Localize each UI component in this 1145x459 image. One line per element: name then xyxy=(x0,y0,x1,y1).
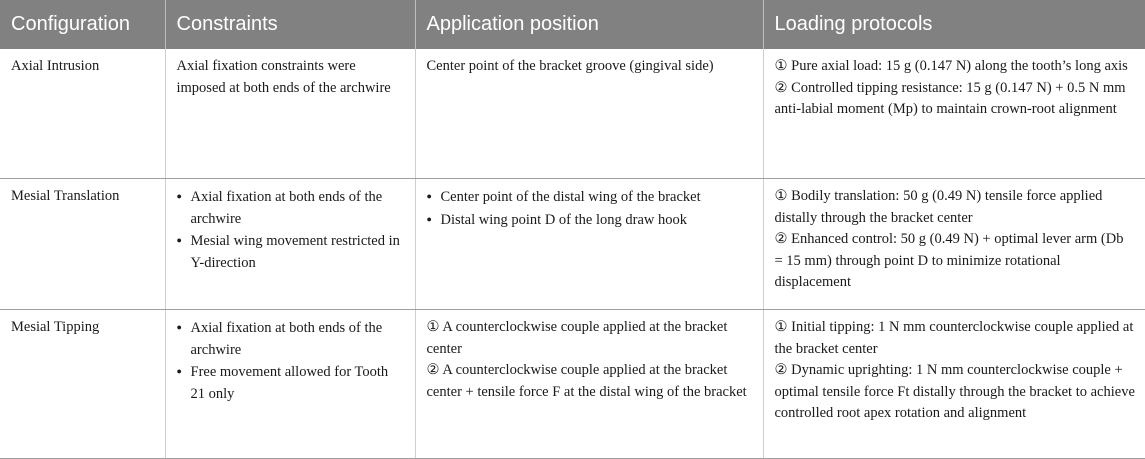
header-row xyxy=(0,0,1145,49)
configuration-cell: Axial Intrusion xyxy=(0,49,165,179)
protocol-item: ② Controlled tipping resistance: 15 g (0.147 N) + 0.5 N mm anti-labial moment (Mp) to maintain crown-root alignment xyxy=(774,79,1126,117)
constraints-cell: Axial fixation constraints were imposed at both ends of the archwire xyxy=(165,49,415,179)
protocol-item: ① Bodily translation: 50 g (0.49 N) tensile force applied distally through the bracket center xyxy=(774,188,1103,226)
configuration-cell: Mesial Tipping xyxy=(0,310,165,459)
application-position-cell xyxy=(415,179,763,310)
protocol-item: ① Pure axial load: 15 g (0.147 N) along the tooth’s long axis xyxy=(774,58,1128,74)
header-loading-protocols: Loading protocols xyxy=(763,0,1145,49)
table-row xyxy=(0,49,1145,179)
constraint-bullet-item: ● Free movement allowed for Tooth 21 only xyxy=(177,361,405,405)
table-row xyxy=(0,310,1145,459)
application-item: ② A counterclockwise couple applied at the bracket center + tensile force F at the distal wing of the bracket xyxy=(426,362,747,400)
configuration-cell: Mesial Translation xyxy=(0,179,165,310)
loading-protocols-cell xyxy=(763,179,1145,310)
table-body xyxy=(0,49,1145,459)
protocol-item: ② Enhanced control: 50 g (0.49 N) + optimal lever arm (Db = 15 mm) through point D to minimize rotational displacement xyxy=(774,231,1124,290)
application-position-cell xyxy=(415,310,763,459)
constraints-cell xyxy=(165,179,415,310)
table-row xyxy=(0,179,1145,310)
constraints-cell xyxy=(165,310,415,459)
loading-protocols-cell xyxy=(763,49,1145,179)
constraint-bullet-item: ● Mesial wing movement restricted in Y-direction xyxy=(177,230,405,274)
header-application-position: Application position xyxy=(415,0,763,49)
table-header xyxy=(0,0,1145,49)
header-configuration: Configuration xyxy=(0,0,165,49)
application-bullet-item: ● Distal wing point D of the long draw hook xyxy=(427,209,753,232)
header-constraints: Constraints xyxy=(165,0,415,49)
constraint-bullet-item: ● Axial fixation at both ends of the archwire xyxy=(177,317,405,361)
constraint-bullet-item: ● Axial fixation at both ends of the archwire xyxy=(177,186,405,230)
application-item: ① A counterclockwise couple applied at the bracket center xyxy=(426,319,728,357)
application-bullet-item: ● Center point of the distal wing of the bracket xyxy=(427,186,753,209)
loading-protocols-cell xyxy=(763,310,1145,459)
protocol-item: ① Initial tipping: 1 N mm counterclockwise couple applied at the bracket center xyxy=(774,319,1134,357)
application-position-cell: Center point of the bracket groove (gingival side) xyxy=(415,49,763,179)
protocol-item: ② Dynamic uprighting: 1 N mm counterclockwise couple + optimal tensile force Ft distally through the bracket to achieve controlled root apex rotation and alignment xyxy=(774,362,1135,421)
